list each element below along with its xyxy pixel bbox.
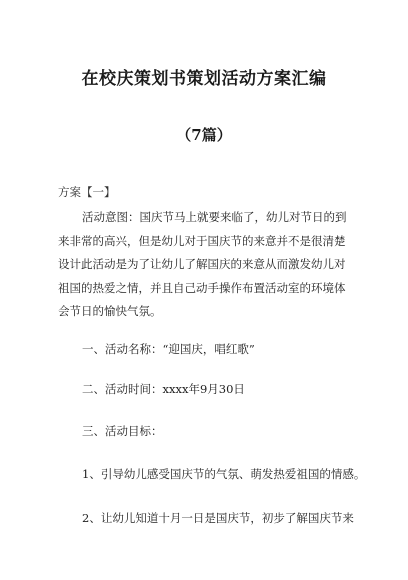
intro-paragraph bbox=[58, 206, 358, 324]
list-item: 三、活动目标： bbox=[82, 424, 163, 438]
intro-line: 设计此活动是为了让幼儿了解国庆的来意从而激发幼儿对 bbox=[58, 257, 346, 271]
intro-line: 会节日的愉快气氛。 bbox=[58, 304, 162, 318]
list-item: 一、活动名称：“迎国庆，唱红歌” bbox=[82, 342, 255, 356]
intro-line: 祖国的热爱之情，并且自己动手操作布置活动室的环境体 bbox=[58, 280, 346, 295]
intro-line: 活动意图：国庆节马上就要来临了，幼儿对节日的到 bbox=[82, 210, 347, 224]
list-item: 2、让幼儿知道十月一日是国庆节，初步了解国庆节来 bbox=[82, 511, 354, 525]
document-subtitle: （7篇） bbox=[176, 126, 232, 144]
list-item: 1、引导幼儿感受国庆节的气氛、萌发热爱祖国的情感。 bbox=[82, 467, 366, 481]
document-title: 在校庆策划书策划活动方案汇编 bbox=[81, 69, 327, 89]
section-heading: 方案【一】 bbox=[58, 185, 116, 199]
intro-line: 来非常的高兴，但是幼儿对于国庆节的来意并不是很清楚 bbox=[58, 233, 346, 248]
list-item: 二、活动时间：xxxx年9月30日 bbox=[82, 382, 245, 396]
